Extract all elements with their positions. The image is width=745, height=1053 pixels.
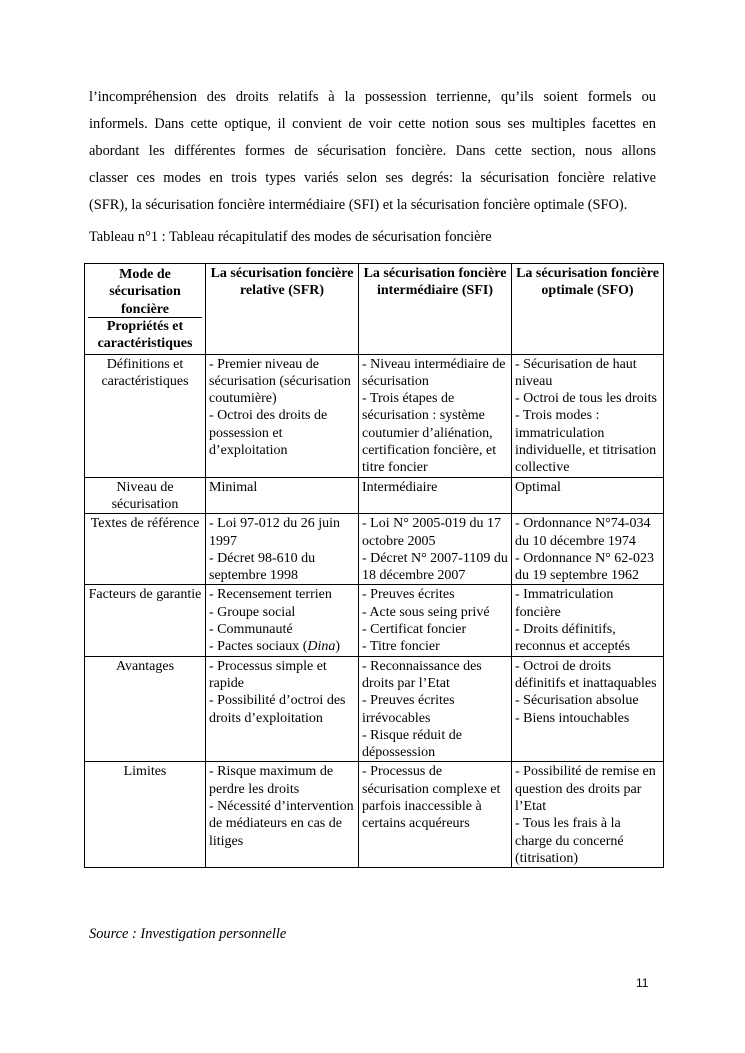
table-cell (512, 762, 664, 868)
cell-line: - Sécurisation absolue (515, 693, 639, 709)
row-label-avantages: Avantages (85, 656, 206, 762)
cell-line: - Biens intouchables (515, 710, 630, 726)
paragraph-line: l’incompréhension des droits relatifs à la possession terrienne, qu’ils soient formels ou (89, 89, 656, 105)
table-cell (512, 656, 664, 762)
cell-line: - Loi 97-012 du 26 juin 1997 (209, 516, 341, 549)
cell-line: - Processus de sécurisation complexe et parfois inaccessible à certains acquéreurs (362, 764, 501, 832)
corner-mode-label: Mode de sécurisation foncière (88, 265, 202, 318)
cell-line: - Risque réduit de dépossession (362, 727, 462, 761)
paragraph-line: abordant les différentes formes de sécurisation foncière. Dans cette section, nous allons (89, 143, 656, 159)
table-cell (359, 514, 512, 585)
cell-line: - Acte sous seing privé (362, 604, 490, 620)
column-header-sfo: La sécurisation foncière optimale (SFO) (512, 264, 664, 355)
table-row (85, 656, 664, 762)
paragraph-line: (SFR), la sécurisation foncière intermédiaire (SFI) et la sécurisation foncière optimale (SFO). (89, 197, 628, 213)
table-cell (359, 762, 512, 868)
corner-properties-label: Propriétés et caractéristiques (97, 319, 193, 352)
row-label-facteurs: Facteurs de garantie (85, 585, 206, 656)
cell-line: - Possibilité d’octroi des droits d’exploitation (209, 693, 346, 726)
table-header-row (85, 264, 664, 355)
cell-line: - Trois étapes de sécurisation : système coutumier d’aliénation, certification foncière, et titre foncier (362, 391, 497, 476)
cell-line: - Pactes sociaux (Dina) (209, 639, 341, 655)
body-paragraph (89, 84, 656, 219)
paragraph-line: informels. Dans cette optique, il convient de voir cette notion sous ses multiples facettes en (89, 116, 656, 132)
table-cell (512, 514, 664, 585)
cell-line: - Nécessité d’intervention de médiateurs en cas de litiges (209, 799, 354, 849)
cell-line: - Octroi de tous les droits (515, 391, 657, 407)
table-cell (359, 585, 512, 656)
column-header-sfi: La sécurisation foncière intermédiaire (SFI) (359, 264, 512, 355)
table-cell (512, 477, 664, 514)
cell-line: - Preuves écrites (362, 587, 455, 603)
table-cell (359, 477, 512, 514)
row-label-niveau: Niveau de sécurisation (85, 477, 206, 514)
table-caption: Tableau n°1 : Tableau récapitulatif des modes de sécurisation foncière (89, 229, 492, 245)
cell-line: - Décret 98-610 du septembre 1998 (209, 550, 316, 584)
cell-line: - Sécurisation de haut niveau (515, 356, 637, 389)
paragraph-line: classer ces modes en trois types variés selon ses degrés: la sécurisation foncière relative (89, 170, 656, 186)
table-row (85, 585, 664, 656)
cell-line: - Décret N° 2007-1109 du 18 décembre 2007 (362, 550, 508, 584)
table-row (85, 354, 664, 477)
cell-line: - Loi N° 2005-019 du 17 octobre 2005 (362, 516, 501, 549)
cell-line: - Certificat foncier (362, 622, 467, 638)
cell-line: - Recensement terrien (209, 587, 332, 603)
cell-line: - Preuves écrites irrévocables (362, 693, 455, 726)
table-cell (206, 477, 359, 514)
table-cell (359, 656, 512, 762)
table-cell (206, 762, 359, 868)
cell-line: Intermédiaire (362, 479, 438, 495)
page-number: 11 (636, 976, 649, 990)
cell-line: Minimal (209, 479, 258, 495)
cell-line: - Immatriculation foncière (515, 587, 614, 620)
cell-line: - Octroi des droits de possession et d’exploitation (209, 408, 328, 459)
table-cell (206, 656, 359, 762)
cell-line: - Droits définitifs, reconnus et acceptés (515, 622, 631, 655)
cell-line: - Groupe social (209, 604, 296, 620)
cell-line: Optimal (515, 479, 561, 495)
cell-line: - Trois modes : immatriculation individuelle, et titrisation collective (515, 408, 657, 476)
cell-line: - Niveau intermédiaire de sécurisation (362, 356, 506, 389)
cell-line: - Possibilité de remise en question des droits par l’Etat (515, 764, 656, 815)
cell-line: - Ordonnance N° 62-023 du 19 septembre 1962 (515, 550, 654, 584)
row-label-limites: Limites (85, 762, 206, 868)
table-cell (206, 514, 359, 585)
cell-line: - Ordonnance N°74-034 du 10 décembre 1974 (515, 516, 651, 549)
cell-line: - Tous les frais à la charge du concerné (titrisation) (515, 816, 624, 866)
table-row (85, 514, 664, 585)
row-label-definitions: Définitions et caractéristiques (85, 354, 206, 477)
cell-line: - Reconnaissance des droits par l’Etat (362, 658, 482, 691)
table-cell (359, 354, 512, 477)
cell-line: - Risque maximum de perdre les droits (209, 764, 334, 797)
cell-line: - Octroi de droits définitifs et inattaquables (515, 658, 657, 691)
table-cell (206, 354, 359, 477)
table-cell (512, 354, 664, 477)
row-label-textes: Textes de référence (85, 514, 206, 585)
summary-table (84, 263, 664, 868)
table-source: Source : Investigation personnelle (89, 926, 287, 942)
table-corner-cell (85, 264, 206, 355)
table-row (85, 762, 664, 868)
table-cell (512, 585, 664, 656)
cell-line: - Titre foncier (362, 639, 440, 655)
column-header-sfr: La sécurisation foncière relative (SFR) (206, 264, 359, 355)
table-row (85, 477, 664, 514)
cell-line: - Communauté (209, 622, 293, 638)
cell-line: - Processus simple et rapide (209, 658, 327, 691)
table-cell (206, 585, 359, 656)
cell-line: - Premier niveau de sécurisation (sécurisation coutumière) (209, 356, 351, 407)
